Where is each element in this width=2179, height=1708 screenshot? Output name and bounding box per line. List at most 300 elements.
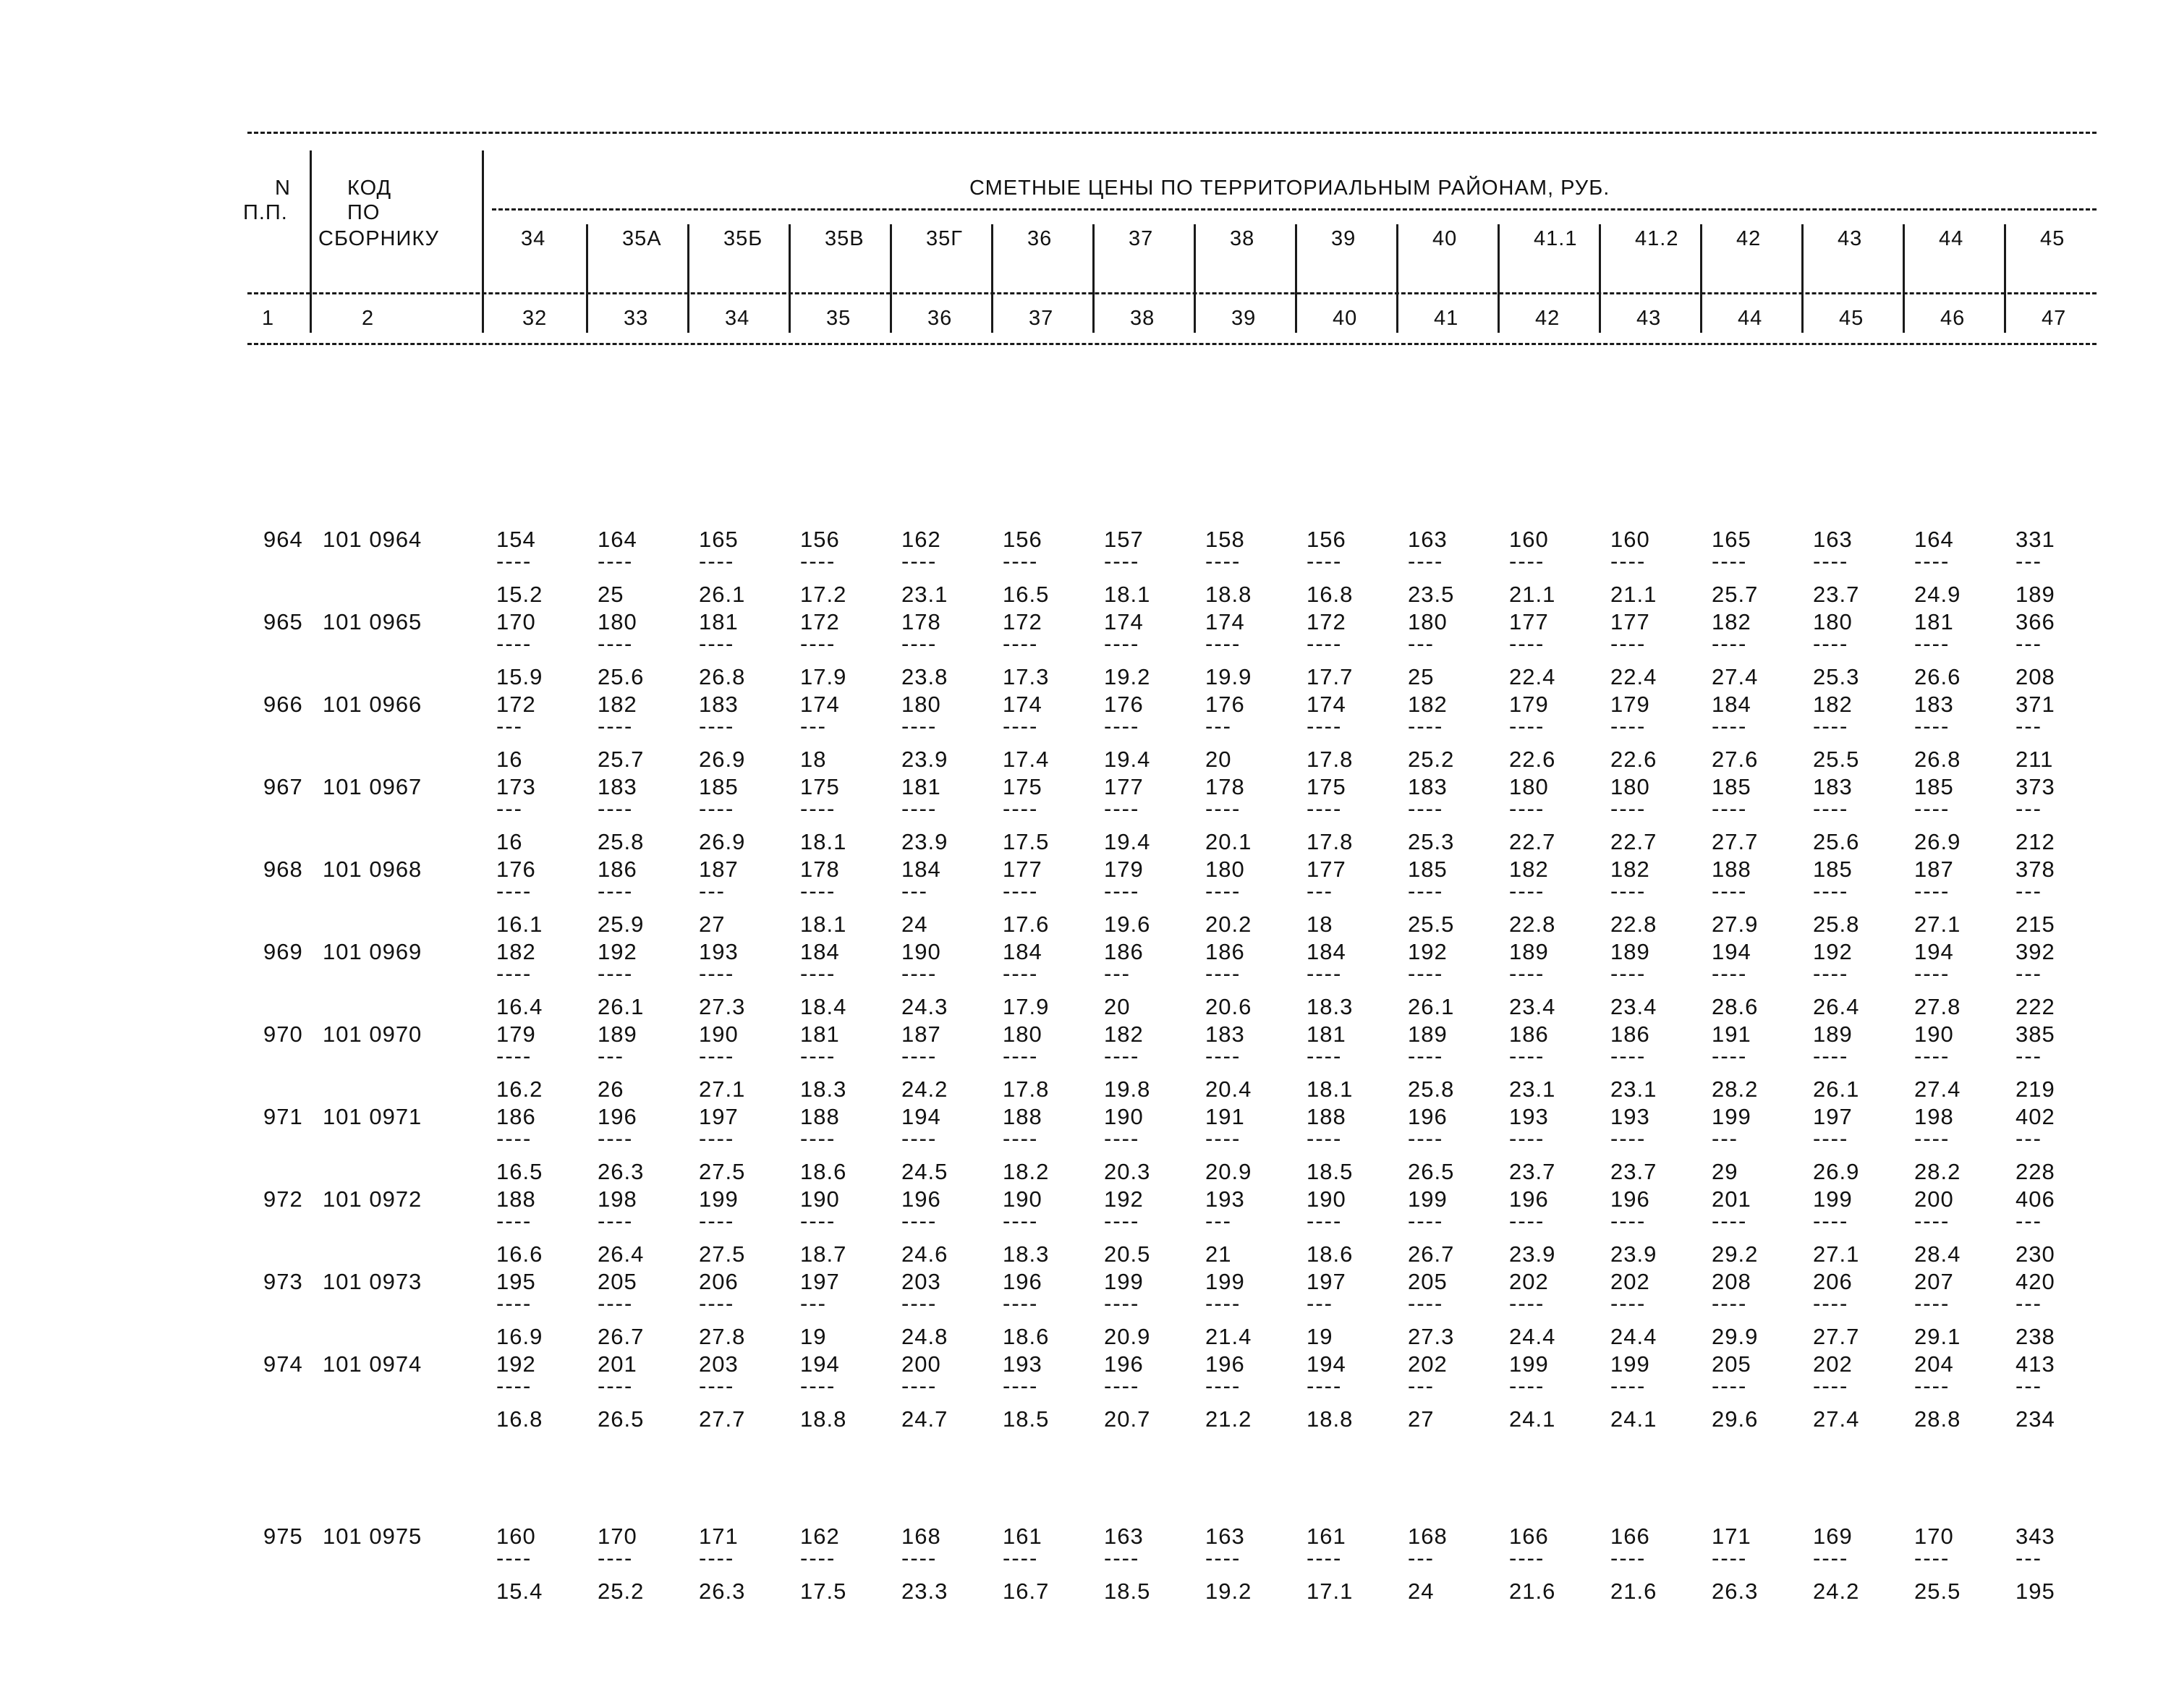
fraction-bar: ---- (1408, 1126, 1444, 1151)
price-value: 181 (699, 609, 739, 634)
wage-value: 20.3 (1104, 1159, 1151, 1184)
fraction-bar: ---- (1712, 878, 1748, 904)
fraction-bar: --- (800, 713, 827, 739)
fraction-bar: ---- (1205, 1545, 1241, 1571)
wage-value: 25.7 (598, 747, 645, 772)
price-value: 161 (1003, 1524, 1042, 1549)
fraction-bar: ---- (1914, 1373, 1950, 1398)
fraction-bar: --- (2016, 796, 2042, 821)
fraction-bar: ---- (1307, 1545, 1343, 1571)
price-value: 189 (1509, 939, 1549, 964)
fraction-bar: ---- (598, 878, 634, 904)
fraction-bar: ---- (800, 548, 836, 574)
wage-value: 29.9 (1712, 1324, 1759, 1349)
price-value: 188 (496, 1186, 536, 1212)
wage-value: 24 (1408, 1579, 1435, 1604)
price-value: 206 (699, 1269, 739, 1294)
wage-value: 17.1 (1307, 1579, 1354, 1604)
fraction-bar: ---- (1509, 1373, 1545, 1398)
price-value: 203 (901, 1269, 941, 1294)
row-number: 969 (263, 939, 303, 964)
price-value: 156 (1003, 527, 1042, 552)
price-value: 156 (1307, 527, 1346, 552)
fraction-bar: ---- (1914, 796, 1950, 821)
wage-value: 22.6 (1509, 747, 1556, 772)
wage-value: 18.6 (1307, 1241, 1354, 1267)
wage-value: 215 (2016, 912, 2055, 937)
fraction-bar: ---- (901, 961, 938, 986)
price-value: 193 (1509, 1104, 1549, 1129)
price-value: 189 (598, 1021, 637, 1047)
fraction-bar: ---- (901, 796, 938, 821)
wage-value: 18.5 (1104, 1579, 1151, 1604)
wage-value: 27 (699, 912, 726, 937)
wage-value: 21.6 (1610, 1579, 1657, 1604)
wage-value: 28.2 (1914, 1159, 1961, 1184)
wage-value: 17.3 (1003, 664, 1050, 689)
fraction-bar: ---- (496, 548, 532, 574)
fraction-bar: --- (598, 1043, 624, 1068)
wage-value: 18.8 (1307, 1406, 1354, 1432)
fraction-bar: ---- (1104, 878, 1140, 904)
wage-value: 26.9 (699, 747, 746, 772)
wage-value: 23.9 (901, 747, 948, 772)
price-value: 206 (1813, 1269, 1853, 1294)
price-value: 183 (1205, 1021, 1245, 1047)
header-col-divider (1092, 224, 1095, 333)
fraction-bar: ---- (800, 1208, 836, 1233)
fraction-bar: ---- (496, 1545, 532, 1571)
fraction-bar: ---- (1813, 796, 1849, 821)
wage-value: 23.3 (901, 1579, 948, 1604)
fraction-bar: ---- (496, 1043, 532, 1068)
fraction-bar: ---- (1104, 631, 1140, 656)
price-value: 160 (1610, 527, 1650, 552)
column-number-cell: 46 (1940, 307, 1966, 330)
wage-value: 27.4 (1712, 664, 1759, 689)
wage-value: 238 (2016, 1324, 2055, 1349)
price-value: 196 (1509, 1186, 1549, 1212)
price-value: 174 (1003, 692, 1042, 717)
wage-value: 16.5 (1003, 582, 1050, 607)
row-code: 101 0964 (323, 527, 422, 552)
fraction-bar: ---- (901, 1126, 938, 1151)
wage-value: 26.4 (598, 1241, 645, 1267)
row-number: 965 (263, 609, 303, 634)
price-value: 156 (800, 527, 840, 552)
fraction-bar: ---- (1914, 961, 1950, 986)
fraction-bar: ---- (496, 1373, 532, 1398)
wage-value: 17.2 (800, 582, 847, 607)
fraction-bar: ---- (598, 713, 634, 739)
price-value: 196 (1104, 1351, 1144, 1377)
column-number-cell: 38 (1130, 307, 1155, 330)
column-number-cell: 42 (1535, 307, 1560, 330)
price-value: 169 (1813, 1524, 1853, 1549)
fraction-bar: ---- (598, 1208, 634, 1233)
wage-value: 24.4 (1509, 1324, 1556, 1349)
header-sub-rule (247, 292, 2097, 294)
column-number-cell: 34 (725, 307, 750, 330)
wage-value: 17.5 (800, 1579, 847, 1604)
fraction-bar: ---- (901, 1545, 938, 1571)
header-col-divider (1498, 224, 1500, 333)
price-value: 154 (496, 527, 536, 552)
price-value: 168 (901, 1524, 941, 1549)
row-code: 101 0966 (323, 692, 422, 717)
fraction-bar: ---- (1408, 1291, 1444, 1316)
fraction-bar: ---- (1307, 1373, 1343, 1398)
price-value: 199 (1610, 1351, 1650, 1377)
price-value: 164 (598, 527, 637, 552)
header-col-divider (1194, 224, 1196, 333)
fraction-bar: --- (1408, 1545, 1435, 1571)
fraction-bar: --- (1712, 1126, 1738, 1151)
price-value: 194 (1712, 939, 1751, 964)
wage-value: 19.2 (1104, 664, 1151, 689)
wage-value: 24.4 (1610, 1324, 1657, 1349)
price-value: 188 (800, 1104, 840, 1129)
price-value: 183 (699, 692, 739, 717)
price-value: 165 (699, 527, 739, 552)
price-value: 166 (1610, 1524, 1650, 1549)
wage-value: 27.5 (699, 1159, 746, 1184)
price-value: 197 (800, 1269, 840, 1294)
price-value: 182 (598, 692, 637, 717)
fraction-bar: ---- (800, 961, 836, 986)
wage-value: 22.7 (1610, 829, 1657, 854)
price-value: 187 (699, 857, 739, 882)
fraction-bar: ---- (1003, 1545, 1039, 1571)
fraction-bar: ---- (800, 631, 836, 656)
wage-value: 25.9 (598, 912, 645, 937)
price-value: 202 (1509, 1269, 1549, 1294)
fraction-bar: ---- (1104, 713, 1140, 739)
fraction-bar: ---- (1509, 631, 1545, 656)
fraction-bar: ---- (699, 548, 735, 574)
price-value: 186 (598, 857, 637, 882)
price-value: 190 (1914, 1021, 1954, 1047)
fraction-bar: ---- (1205, 1373, 1241, 1398)
price-value: 203 (699, 1351, 739, 1377)
fraction-bar: ---- (1712, 796, 1748, 821)
fraction-bar: ---- (1813, 548, 1849, 574)
fraction-bar: ---- (1610, 1126, 1647, 1151)
fraction-bar: ---- (1509, 548, 1545, 574)
wage-value: 18.3 (1003, 1241, 1050, 1267)
fraction-bar: ---- (699, 1208, 735, 1233)
price-value: 176 (1205, 692, 1245, 717)
fraction-bar: ---- (1205, 548, 1241, 574)
fraction-bar: ---- (1104, 1373, 1140, 1398)
wage-value: 17.8 (1307, 747, 1354, 772)
fraction-bar: --- (699, 878, 726, 904)
price-value: 192 (1813, 939, 1853, 964)
wage-value: 17.6 (1003, 912, 1050, 937)
wage-value: 21 (1205, 1241, 1232, 1267)
price-value: 196 (598, 1104, 637, 1129)
fraction-bar: ---- (1408, 961, 1444, 986)
price-value: 185 (1914, 774, 1954, 799)
wage-value: 28.6 (1712, 994, 1759, 1019)
fraction-bar: ---- (1813, 1291, 1849, 1316)
price-value: 197 (1307, 1269, 1346, 1294)
wage-value: 19.4 (1104, 747, 1151, 772)
wage-value: 21.6 (1509, 1579, 1556, 1604)
header-col-divider (1700, 224, 1702, 333)
wage-value: 20.9 (1104, 1324, 1151, 1349)
price-value: 186 (1610, 1021, 1650, 1047)
fraction-bar: ---- (901, 713, 938, 739)
price-value: 192 (496, 1351, 536, 1377)
fraction-bar: ---- (699, 631, 735, 656)
price-value: 161 (1307, 1524, 1346, 1549)
wage-value: 19.9 (1205, 664, 1252, 689)
row-number: 964 (263, 527, 303, 552)
price-value: 420 (2016, 1269, 2055, 1294)
wage-value: 27.1 (699, 1076, 746, 1102)
wage-value: 23.7 (1610, 1159, 1657, 1184)
price-value: 202 (1610, 1269, 1650, 1294)
price-value: 204 (1914, 1351, 1954, 1377)
wage-value: 22.4 (1610, 664, 1657, 689)
wage-value: 27.7 (1813, 1324, 1860, 1349)
wage-value: 20.2 (1205, 912, 1252, 937)
price-value: 164 (1914, 527, 1954, 552)
fraction-bar: ---- (1205, 1126, 1241, 1151)
column-number-cell: 44 (1738, 307, 1763, 330)
header-col-divider (2004, 224, 2006, 333)
district-header-cell: 40 (1432, 227, 1458, 250)
wage-value: 25.2 (598, 1579, 645, 1604)
fraction-bar: ---- (1307, 1208, 1343, 1233)
fraction-bar: ---- (1003, 961, 1039, 986)
price-value: 180 (901, 692, 941, 717)
header-mid-rule (492, 208, 2097, 211)
fraction-bar: ---- (1509, 1126, 1545, 1151)
wage-value: 16 (496, 747, 523, 772)
price-value: 406 (2016, 1186, 2055, 1212)
fraction-bar: ---- (598, 1545, 634, 1571)
price-value: 188 (1307, 1104, 1346, 1129)
fraction-bar: --- (1408, 631, 1435, 656)
wage-value: 18.5 (1003, 1406, 1050, 1432)
header-col-divider (1801, 224, 1804, 333)
fraction-bar: ---- (1813, 631, 1849, 656)
wage-value: 17.9 (800, 664, 847, 689)
header-col2-line2: ПО (347, 201, 381, 224)
price-value: 402 (2016, 1104, 2055, 1129)
wage-value: 24.3 (901, 994, 948, 1019)
price-value: 181 (800, 1021, 840, 1047)
price-value: 163 (1205, 1524, 1245, 1549)
fraction-bar: ---- (1712, 1373, 1748, 1398)
header-col2-line1: КОД (347, 177, 392, 200)
price-value: 182 (1104, 1021, 1144, 1047)
price-value: 201 (598, 1351, 637, 1377)
column-number-cell: 47 (2042, 307, 2067, 330)
fraction-bar: ---- (1408, 1043, 1444, 1068)
fraction-bar: ---- (699, 1126, 735, 1151)
wage-value: 25.3 (1408, 829, 1455, 854)
price-value: 177 (1003, 857, 1042, 882)
fraction-bar: ---- (901, 1043, 938, 1068)
price-value: 176 (496, 857, 536, 882)
price-value: 190 (1307, 1186, 1346, 1212)
row-code: 101 0968 (323, 857, 422, 882)
price-value: 205 (1712, 1351, 1751, 1377)
price-value: 183 (1914, 692, 1954, 717)
district-header-cell: 41.2 (1635, 227, 1679, 250)
price-value: 194 (1307, 1351, 1346, 1377)
fraction-bar: ---- (699, 796, 735, 821)
price-value: 177 (1307, 857, 1346, 882)
fraction-bar: ---- (1813, 961, 1849, 986)
wage-value: 21.4 (1205, 1324, 1252, 1349)
fraction-bar: --- (2016, 1126, 2042, 1151)
row-code: 101 0971 (323, 1104, 422, 1129)
price-value: 200 (901, 1351, 941, 1377)
wage-value: 23.7 (1813, 582, 1860, 607)
price-value: 163 (1813, 527, 1853, 552)
price-value: 160 (496, 1524, 536, 1549)
wage-value: 25.6 (1813, 829, 1860, 854)
fraction-bar: ---- (1307, 631, 1343, 656)
price-value: 366 (2016, 609, 2055, 634)
price-value: 170 (496, 609, 536, 634)
fraction-bar: ---- (1104, 1545, 1140, 1571)
wage-value: 21.1 (1610, 582, 1657, 607)
price-value: 195 (496, 1269, 536, 1294)
wage-value: 24.9 (1914, 582, 1961, 607)
wage-value: 26 (598, 1076, 624, 1102)
fraction-bar: ---- (1712, 1545, 1748, 1571)
wage-value: 26.1 (1408, 994, 1455, 1019)
fraction-bar: ---- (1205, 796, 1241, 821)
price-value: 189 (1610, 939, 1650, 964)
price-value: 180 (1003, 1021, 1042, 1047)
fraction-bar: --- (2016, 548, 2042, 574)
fraction-bar: --- (2016, 631, 2042, 656)
wage-value: 27.6 (1712, 747, 1759, 772)
wage-value: 26.7 (1408, 1241, 1455, 1267)
wage-value: 23.7 (1509, 1159, 1556, 1184)
fraction-bar: --- (2016, 1373, 2042, 1398)
fraction-bar: ---- (1104, 1208, 1140, 1233)
row-number: 967 (263, 774, 303, 799)
fraction-bar: ---- (1104, 1291, 1140, 1316)
district-header-cell: 35В (825, 227, 865, 250)
price-value: 185 (699, 774, 739, 799)
fraction-bar: --- (2016, 713, 2042, 739)
wage-value: 16.7 (1003, 1579, 1050, 1604)
wage-value: 19.2 (1205, 1579, 1252, 1604)
fraction-bar: --- (496, 796, 523, 821)
wage-value: 18.8 (800, 1406, 847, 1432)
wage-value: 27.3 (699, 994, 746, 1019)
price-value: 172 (1307, 609, 1346, 634)
district-header-cell: 45 (2040, 227, 2065, 250)
price-value: 172 (496, 692, 536, 717)
price-value: 178 (1205, 774, 1245, 799)
price-value: 170 (1914, 1524, 1954, 1549)
wage-value: 17.7 (1307, 664, 1354, 689)
district-header-cell: 34 (521, 227, 546, 250)
fraction-bar: ---- (1003, 1126, 1039, 1151)
wage-value: 23.1 (1610, 1076, 1657, 1102)
price-value: 172 (1003, 609, 1042, 634)
fraction-bar: --- (2016, 1208, 2042, 1233)
wage-value: 26.1 (699, 582, 746, 607)
wage-value: 26.3 (1712, 1579, 1759, 1604)
wage-value: 25.3 (1813, 664, 1860, 689)
price-value: 174 (800, 692, 840, 717)
price-value: 174 (1307, 692, 1346, 717)
price-value: 205 (1408, 1269, 1448, 1294)
price-value: 185 (1408, 857, 1448, 882)
fraction-bar: --- (1307, 1291, 1333, 1316)
price-value: 165 (1712, 527, 1751, 552)
fraction-bar: ---- (1712, 961, 1748, 986)
row-number: 968 (263, 857, 303, 882)
fraction-bar: --- (2016, 1291, 2042, 1316)
price-value: 182 (496, 939, 536, 964)
price-value: 197 (699, 1104, 739, 1129)
price-value: 184 (800, 939, 840, 964)
row-code: 101 0969 (323, 939, 422, 964)
wage-value: 23.1 (901, 582, 948, 607)
wage-value: 189 (2016, 582, 2055, 607)
price-value: 193 (1205, 1186, 1245, 1212)
wage-value: 16.8 (1307, 582, 1354, 607)
fraction-bar: ---- (598, 796, 634, 821)
fraction-bar: ---- (1104, 548, 1140, 574)
price-value: 208 (1712, 1269, 1751, 1294)
price-value: 181 (901, 774, 941, 799)
wage-value: 25.5 (1914, 1579, 1961, 1604)
header-col-divider (789, 224, 791, 333)
wage-value: 16.9 (496, 1324, 543, 1349)
price-value: 177 (1509, 609, 1549, 634)
district-header-cell: 35Г (926, 227, 963, 250)
price-value: 196 (901, 1186, 941, 1212)
wage-value: 18.7 (800, 1241, 847, 1267)
fraction-bar: ---- (901, 548, 938, 574)
wage-value: 18.1 (1307, 1076, 1354, 1102)
wage-value: 17.8 (1003, 1076, 1050, 1102)
price-value: 178 (800, 857, 840, 882)
fraction-bar: --- (1205, 1208, 1232, 1233)
wage-value: 23.1 (1509, 1076, 1556, 1102)
price-value: 188 (1712, 857, 1751, 882)
fraction-bar: ---- (1509, 1545, 1545, 1571)
price-value: 190 (699, 1021, 739, 1047)
fraction-bar: ---- (496, 1291, 532, 1316)
wage-value: 28.2 (1712, 1076, 1759, 1102)
fraction-bar: ---- (1205, 631, 1241, 656)
fraction-bar: ---- (1914, 1126, 1950, 1151)
wage-value: 18.3 (800, 1076, 847, 1102)
price-value: 179 (496, 1021, 536, 1047)
price-value: 179 (1610, 692, 1650, 717)
price-value: 185 (1712, 774, 1751, 799)
header-col-divider (586, 224, 588, 333)
fraction-bar: ---- (901, 1373, 938, 1398)
fraction-bar: --- (2016, 961, 2042, 986)
price-value: 192 (1408, 939, 1448, 964)
price-value: 196 (1610, 1186, 1650, 1212)
wage-value: 212 (2016, 829, 2055, 854)
